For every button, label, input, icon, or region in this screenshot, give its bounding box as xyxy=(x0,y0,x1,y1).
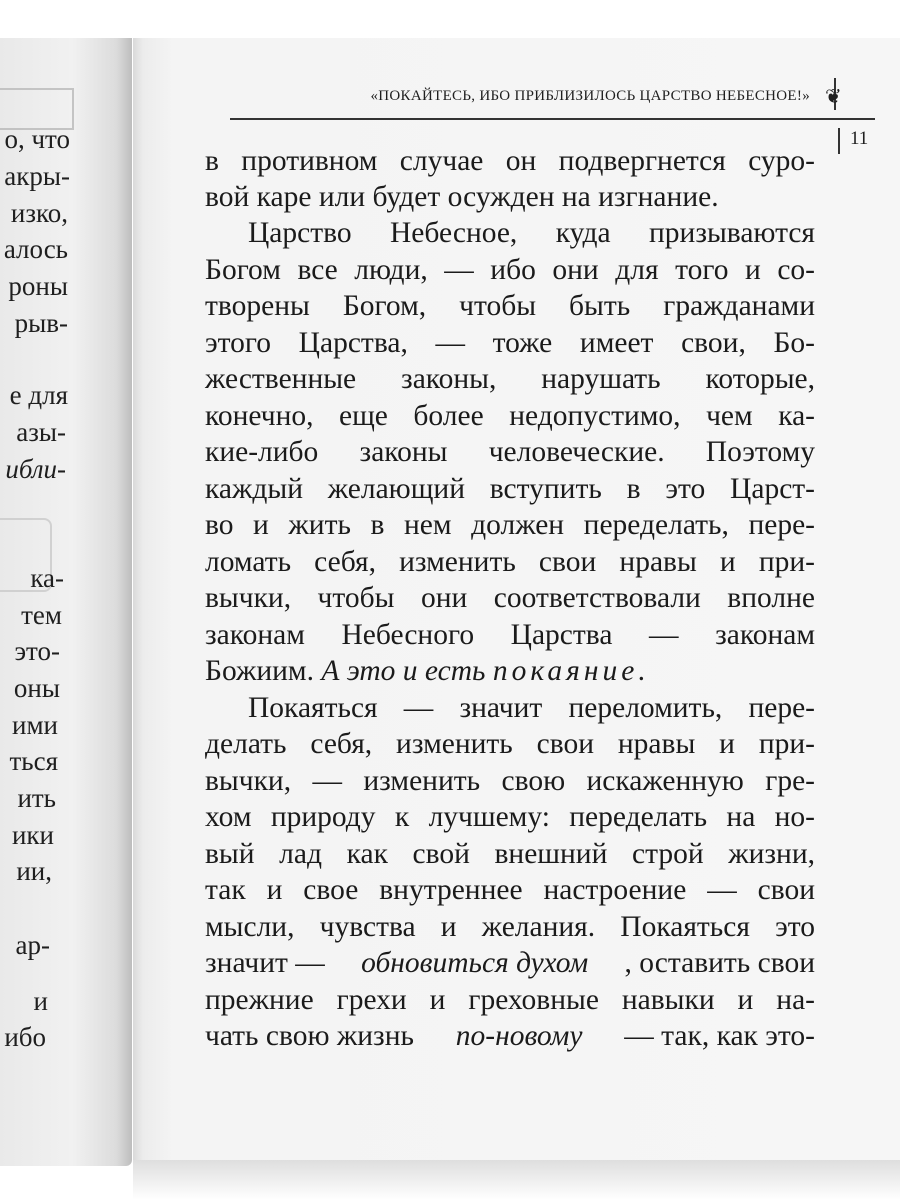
left-page-line: тем xyxy=(21,600,62,630)
left-page-line: ить xyxy=(17,783,56,813)
text-line xyxy=(205,944,815,982)
text-line xyxy=(205,1017,815,1055)
left-page-line: ться xyxy=(9,746,58,776)
text-line: прежние грехи и греховные навыки и на- xyxy=(205,984,815,1016)
left-page-line: е для xyxy=(9,380,68,410)
left-page-line: оны xyxy=(13,673,60,703)
text-line: жественные законы, нарушать которые, xyxy=(205,363,815,395)
text-line: Покаяться — значит переломить, пере- xyxy=(248,692,815,724)
left-page-line: и xyxy=(33,986,48,1016)
left-page-line: ка- xyxy=(30,563,64,593)
text-line: делать себя, изменить свои нравы и при- xyxy=(205,728,815,760)
emphasis-text: обновиться духом xyxy=(361,947,589,979)
left-page-line: ики xyxy=(11,820,54,850)
left-page-line: азы- xyxy=(16,417,66,447)
text-line: вычки, — изменить свою искаженную гре- xyxy=(205,765,815,797)
left-page-line: алось xyxy=(3,234,68,264)
left-page-line: о, что xyxy=(4,124,70,154)
text-line: этого Царства, — тоже имеет свои, Бо- xyxy=(205,327,815,359)
left-page-line: ими xyxy=(12,710,58,740)
text-fragment: Божиим. xyxy=(205,655,314,687)
emphasis-text: по-новому xyxy=(455,1020,583,1052)
text-line: во и жить в нем должен переделать, пере- xyxy=(205,509,815,541)
left-page-line: это- xyxy=(14,636,60,666)
text-fragment: . xyxy=(638,655,646,687)
text-line: кие-либо законы человеческие. Поэтому xyxy=(205,436,815,468)
left-page-line: ии, xyxy=(16,856,52,886)
text-line: конечно, еще более недопустимо, чем ка- xyxy=(205,400,815,432)
page-shadow xyxy=(133,1160,900,1200)
emphasis-text: А это и есть xyxy=(321,655,486,687)
spaced-emphasis-text: покаяние xyxy=(492,655,639,687)
text-line: ломать себя, изменить свои нравы и при- xyxy=(205,546,815,578)
left-page xyxy=(0,38,132,1166)
left-page-line: рыв- xyxy=(14,308,68,338)
text-line: вый лад как свой внешний строй жизни, xyxy=(205,838,815,870)
text-line: Богом все люди, — ибо они для того и со- xyxy=(205,254,815,286)
left-page-line: изко, xyxy=(10,198,68,228)
text-fragment: , оставить свои xyxy=(624,947,815,979)
text-line xyxy=(205,652,646,690)
text-fragment: чать свою жизнь xyxy=(205,1020,414,1052)
header-rule xyxy=(230,118,875,120)
text-line: каждый желающий вступить в это Царст- xyxy=(205,473,815,505)
text-line: хом природу к лучшему: переделать на но- xyxy=(205,801,815,833)
text-line: творены Богом, чтобы быть гражданами xyxy=(205,290,815,322)
text-line: вычки, чтобы они соответствовали вполне xyxy=(205,582,815,614)
left-page-line: ибо xyxy=(4,1022,46,1052)
left-page-line: роны xyxy=(8,271,68,301)
text-fragment: значит — xyxy=(205,947,325,979)
text-fragment: — так, как это- xyxy=(624,1020,815,1052)
text-line: законам Небесного Царства — законам xyxy=(205,619,815,651)
page-number: 11 xyxy=(850,128,869,149)
text-line: так и свое внутреннее настроение — свои xyxy=(205,874,815,906)
left-page-line: ибли- xyxy=(5,454,66,484)
running-header-title: «ПОКАЙТЕСЬ, ИБО ПРИБЛИЗИЛОСЬ ЦАРСТВО НЕБЕСНОЕ!» xyxy=(370,88,810,104)
text-line: Царство Небесное, куда призываются xyxy=(248,217,815,249)
left-page-line: ар- xyxy=(15,930,50,960)
left-page-line: акры- xyxy=(4,161,70,191)
page-number-divider xyxy=(838,128,840,154)
text-line: в противном случае он подвергнется суро- xyxy=(205,145,815,177)
text-line: вой каре или будет осужден на изгнание. xyxy=(205,181,719,213)
text-line: мысли, чувства и желания. Покаяться это xyxy=(205,911,815,943)
ornament-icon: ❦ xyxy=(825,86,842,108)
